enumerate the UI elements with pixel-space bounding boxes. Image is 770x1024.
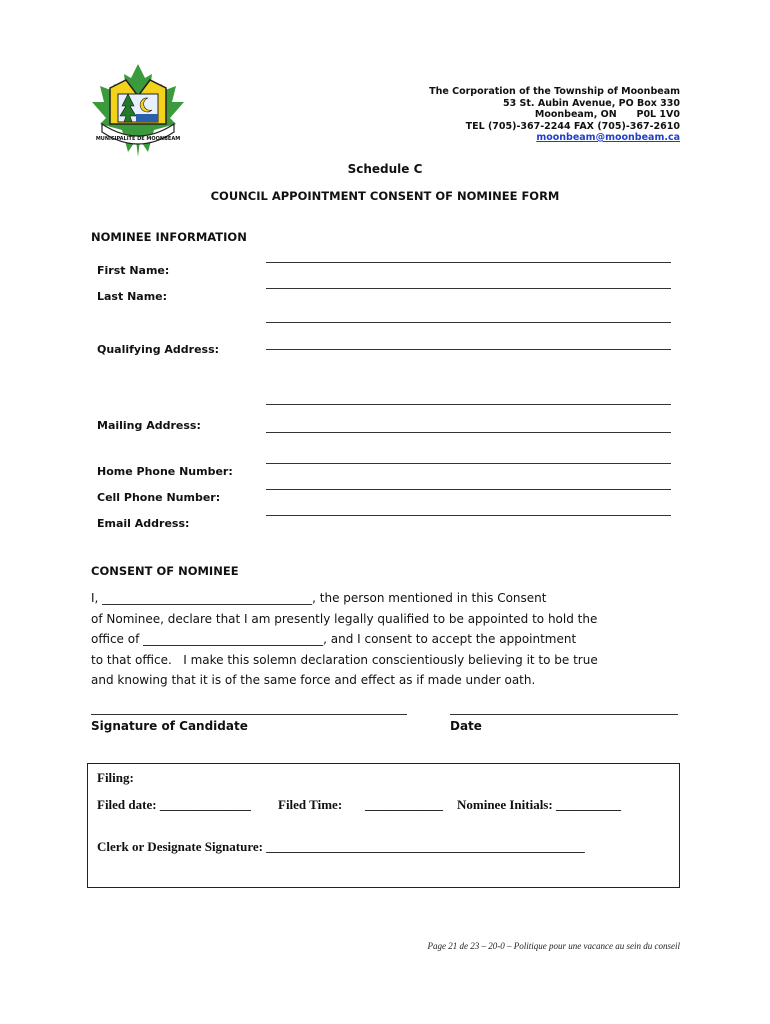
city-postal: Moonbeam, ON P0L 1V0 [534,109,680,120]
filing-heading: Filing: [97,770,134,785]
first-name-field[interactable] [266,262,671,263]
email-field[interactable] [266,515,671,516]
street-address: 53 St. Aubin Avenue, PO Box 330 [503,97,680,109]
form-title: COUNCIL APPOINTMENT CONSENT OF NOMINEE FORM [210,189,560,203]
date-field[interactable] [450,714,678,715]
filed-time-field[interactable]: ____________ [365,797,443,812]
mailing-address-field-1[interactable] [266,404,671,405]
moonbeam-logo [88,62,188,157]
email-link[interactable]: moonbeam@moonbeam.ca [536,132,680,143]
filed-date-field[interactable]: Filed date: ______________ [97,797,251,812]
consent-line-4: to that office. I make this solemn declaration conscientiously believing it to be true [91,652,598,667]
nominee-heading: NOMINEE INFORMATION [91,230,247,244]
filed-time-label: Filed Time: [278,797,343,812]
org-name: The Corporation of the Township of Moonbeam [429,86,680,97]
phone-fax: TEL (705)-367-2244 FAX (705)-367-2610 [465,120,680,132]
email-label: Email Address: [97,517,190,530]
consent-line-3: office of ______________________________, and I consent to accept the appointment [91,632,577,646]
qualifying-address-field-2[interactable] [266,349,671,350]
last-name-field[interactable] [266,288,671,289]
qualifying-address-field-1[interactable] [266,322,671,323]
consent-text [91,588,598,691]
clerk-signature-field[interactable]: Clerk or Designate Signature: _________________________________________________ [97,839,585,854]
qualifying-address-label: Qualifying Address: [97,343,220,356]
first-name-label: First Name: [97,264,170,277]
cell-phone-field[interactable] [266,489,671,490]
consent-line-2: of Nominee, declare that I am presently legally qualified to be appointed to hold the [91,611,598,626]
mailing-address-label: Mailing Address: [97,419,201,432]
nominee-initials-field[interactable]: Nominee Initials: __________ [457,797,621,812]
consent-line-1: I, ___________________________________, the person mentioned in this Consent [91,591,547,605]
logo-text: MUNICIPALITÉ DE MOONBEAM [95,136,181,142]
header-address [429,86,680,144]
cell-phone-label: Cell Phone Number: [97,491,221,504]
candidate-signature-field[interactable] [91,714,407,715]
home-phone-label: Home Phone Number: [97,465,233,478]
page-footer: Page 21 de 23 – 20-0 – Politique pour une vacance au sein du conseil [427,941,680,951]
date-label: Date [450,719,482,733]
consent-heading: CONSENT OF NOMINEE [91,564,239,578]
mailing-address-field-2[interactable] [266,432,671,433]
last-name-label: Last Name: [97,290,168,303]
candidate-signature-label: Signature of Candidate [91,719,248,733]
consent-line-5: and knowing that it is of the same force and effect as if made under oath. [91,673,536,687]
home-phone-field[interactable] [266,463,671,464]
filing-box [87,763,680,888]
schedule-title: Schedule C [347,162,423,176]
